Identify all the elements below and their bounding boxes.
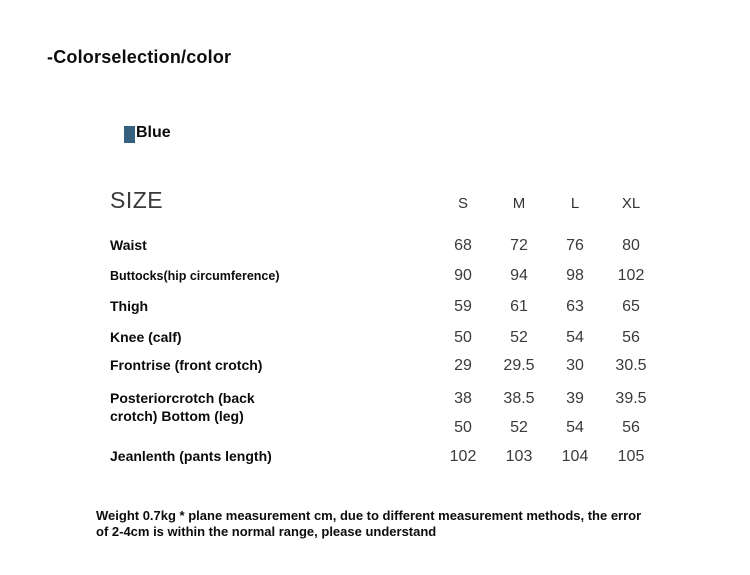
size-value-cell: 103 bbox=[505, 448, 533, 465]
size-value-cell: 102 bbox=[617, 267, 645, 284]
size-value-cell: 29 bbox=[454, 357, 472, 374]
size-value-cell: 54 bbox=[566, 329, 584, 346]
size-value-cell: 72 bbox=[510, 237, 528, 254]
size-value-cell: 68 bbox=[454, 237, 472, 254]
size-value-cell: 38.5 bbox=[503, 390, 535, 407]
row-label: Jeanlenth (pants length) bbox=[110, 448, 272, 464]
size-value-cell: 52 bbox=[510, 329, 528, 346]
size-value-cell: 29.5 bbox=[503, 357, 535, 374]
table-row bbox=[110, 356, 659, 375]
size-value-cell: 38 bbox=[454, 390, 472, 407]
size-column-header-xl: XL bbox=[621, 195, 641, 212]
row-label: Frontrise (front crotch) bbox=[110, 357, 263, 373]
size-chart-heading: SIZE bbox=[110, 187, 164, 213]
size-value-cell: 98 bbox=[566, 267, 584, 284]
size-value-cell: 30 bbox=[566, 357, 584, 374]
size-value-cell: 30.5 bbox=[615, 357, 647, 374]
size-value-cell: 94 bbox=[510, 267, 528, 284]
size-value-cell: 63 bbox=[566, 298, 584, 315]
size-value-cell: 80 bbox=[622, 237, 640, 254]
table-row bbox=[110, 297, 659, 316]
size-value-cell: 50 bbox=[454, 419, 472, 436]
size-value-cell: 61 bbox=[510, 298, 528, 315]
row-label: Posteriorcrotch (back crotch) Bottom (leg) bbox=[110, 390, 255, 424]
row-label: Waist bbox=[110, 237, 147, 253]
size-value-cell: 90 bbox=[454, 267, 472, 284]
size-chart-header-row bbox=[110, 187, 659, 213]
color-swatch bbox=[124, 126, 135, 143]
color-option-row bbox=[124, 123, 171, 143]
size-value-cell: 50 bbox=[454, 329, 472, 346]
size-value-cell: 39.5 bbox=[615, 390, 647, 407]
size-value-cell: 59 bbox=[454, 298, 472, 315]
size-column-header-m: M bbox=[512, 195, 526, 212]
size-value-cell: 56 bbox=[622, 329, 640, 346]
size-value-cell: 39 bbox=[566, 390, 584, 407]
row-label: Thigh bbox=[110, 298, 149, 314]
color-option-label: Blue bbox=[136, 124, 171, 141]
size-column-header-s: S bbox=[457, 195, 468, 212]
table-row bbox=[110, 328, 659, 347]
table-row bbox=[110, 447, 659, 466]
table-row bbox=[110, 419, 659, 437]
measurement-disclaimer: Weight 0.7kg * plane measurement cm, due to different measurement methods, the error of 2-4cm is within the normal range, please understand bbox=[96, 508, 642, 539]
size-value-cell: 56 bbox=[622, 419, 640, 436]
table-row bbox=[110, 267, 659, 285]
size-value-cell: 65 bbox=[622, 298, 640, 315]
size-value-cell: 76 bbox=[566, 237, 584, 254]
size-value-cell: 104 bbox=[561, 448, 589, 465]
row-label: Buttocks(hip circumference) bbox=[110, 269, 280, 283]
table-row bbox=[110, 236, 659, 255]
size-value-cell: 54 bbox=[566, 419, 584, 436]
size-column-header-l: L bbox=[570, 195, 580, 212]
row-label: Knee (calf) bbox=[110, 329, 182, 345]
page-title: -Colorselection/color bbox=[47, 47, 232, 67]
size-value-cell: 102 bbox=[449, 448, 477, 465]
size-value-cell: 52 bbox=[510, 419, 528, 436]
size-value-cell: 105 bbox=[617, 448, 645, 465]
